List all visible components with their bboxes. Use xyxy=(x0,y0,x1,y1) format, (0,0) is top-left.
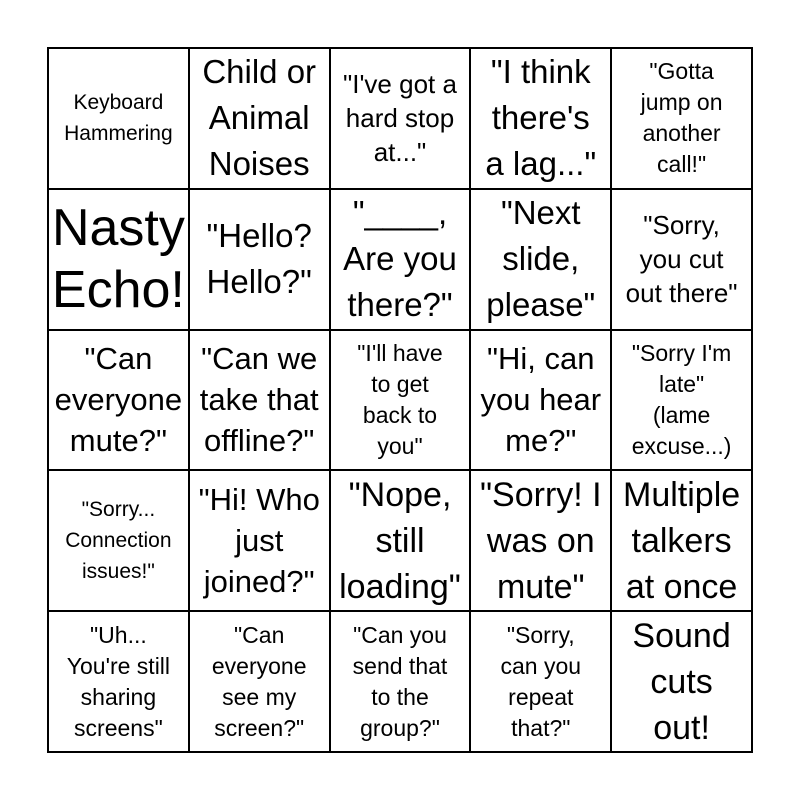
bingo-cell[interactable] xyxy=(470,48,611,189)
bingo-cell[interactable] xyxy=(48,48,189,189)
bingo-cell[interactable] xyxy=(330,611,471,752)
cell-text: "Sorry, can you repeat that?" xyxy=(500,621,582,741)
cell-text: "Can everyone mute?" xyxy=(54,341,183,459)
bingo-cell[interactable] xyxy=(48,330,189,471)
cell-text: "Hi! Who just joined?" xyxy=(198,482,320,600)
bingo-cell[interactable] xyxy=(470,470,611,611)
cell-text: "Hello? Hello?" xyxy=(206,217,312,301)
cell-text: "Nope, still loading" xyxy=(339,475,461,606)
cell-text: "____, Are you there?" xyxy=(343,194,457,324)
cell-text: Multiple talkers at once xyxy=(623,475,741,606)
bingo-cell[interactable] xyxy=(48,611,189,752)
bingo-cell[interactable] xyxy=(189,470,330,611)
bingo-cell[interactable] xyxy=(611,330,752,471)
bingo-cell[interactable] xyxy=(330,330,471,471)
cell-text: "Sorry, you cut out there" xyxy=(625,210,738,309)
bingo-cell[interactable] xyxy=(189,611,330,752)
bingo-cell[interactable] xyxy=(48,189,189,330)
cell-text: "Hi, can you hear me?" xyxy=(480,341,602,459)
bingo-cell[interactable] xyxy=(470,330,611,471)
cell-text: "Can we take that offline?" xyxy=(199,341,319,459)
cell-text: Keyboard Hammering xyxy=(64,91,173,146)
bingo-cell[interactable] xyxy=(189,330,330,471)
cell-text: Sound cuts out! xyxy=(632,616,731,747)
bingo-cell[interactable] xyxy=(470,189,611,330)
bingo-cell[interactable] xyxy=(330,48,471,189)
cell-text: "Sorry... Connection issues!" xyxy=(65,498,172,584)
bingo-cell[interactable] xyxy=(611,611,752,752)
bingo-cell[interactable] xyxy=(470,611,611,752)
bingo-cell[interactable] xyxy=(189,189,330,330)
cell-text: Child or Animal Noises xyxy=(202,53,317,183)
cell-text: "Gotta jump on another call!" xyxy=(640,58,723,178)
cell-text: "I've got a hard stop at..." xyxy=(343,69,457,168)
bingo-cell[interactable] xyxy=(330,470,471,611)
cell-text: "Next slide, please" xyxy=(486,194,596,324)
cell-text: "Uh... You're still sharing screens" xyxy=(66,621,171,741)
cell-text: "Sorry! I was on mute" xyxy=(479,475,602,606)
bingo-cell[interactable] xyxy=(611,189,752,330)
cell-text: "Sorry I'm late" (lame excuse...) xyxy=(631,339,732,459)
bingo-cell[interactable] xyxy=(48,470,189,611)
cell-text: "Can everyone see my screen?" xyxy=(211,621,307,741)
bingo-cell[interactable] xyxy=(611,48,752,189)
cell-text: "I'll have to get back to you" xyxy=(357,339,443,459)
bingo-board xyxy=(47,47,753,753)
bingo-cell[interactable] xyxy=(189,48,330,189)
cell-text: "Can you send that to the group?" xyxy=(352,621,448,741)
bingo-cell[interactable] xyxy=(611,470,752,611)
cell-text: "I think there's a lag..." xyxy=(485,53,597,183)
bingo-cell[interactable] xyxy=(330,189,471,330)
cell-text: Nasty Echo! xyxy=(51,199,185,320)
